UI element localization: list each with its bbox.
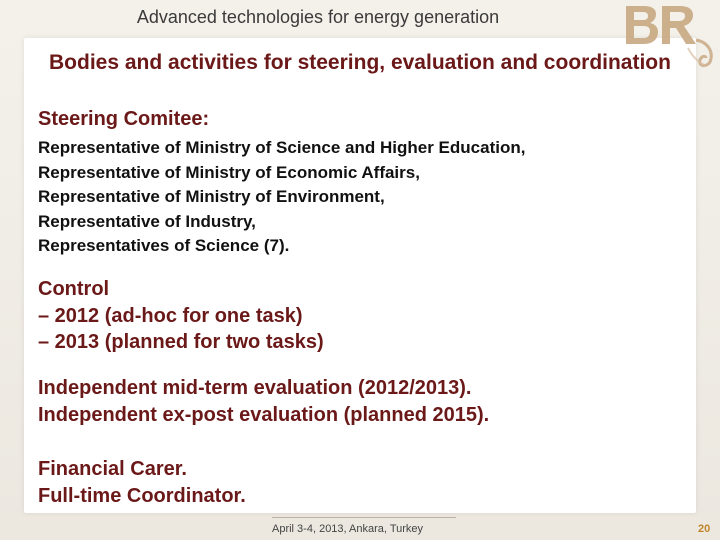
financial-section <box>38 456 246 509</box>
list-item: Independent ex-post evaluation (planned 2015). <box>38 403 490 426</box>
steering-committee-heading: Steering Comitee: <box>38 108 210 130</box>
list-item: – 2013 (planned for two tasks) <box>38 331 324 353</box>
evaluation-section <box>38 375 489 428</box>
list-item: Representative of Ministry of Economic Affairs, <box>38 162 420 182</box>
list-item: Financial Carer. <box>38 458 187 480</box>
footer-text: April 3-4, 2013, Ankara, Turkey <box>272 523 424 535</box>
control-heading: Control <box>38 278 110 300</box>
list-item: Representative of Ministry of Science and Higher Education, <box>38 138 526 157</box>
list-item: Representative of Industry, <box>38 211 256 231</box>
list-item: Independent mid-term evaluation (2012/2013). <box>38 377 472 399</box>
list-item: Full-time Coordinator. <box>38 484 246 507</box>
control-section <box>38 276 324 356</box>
list-item: Representatives of Science (7). <box>38 236 290 255</box>
slide-title: Bodies and activities for steering, evaluation and coordination <box>49 51 671 74</box>
footer-divider <box>272 517 456 518</box>
page-number: 20 <box>698 523 711 535</box>
representatives-list <box>38 136 525 259</box>
list-item: – 2012 (ad-hoc for one task) <box>38 304 303 327</box>
header-title: Advanced technologies for energy generation <box>136 7 500 27</box>
list-item: Representative of Ministry of Environment, <box>38 187 385 206</box>
